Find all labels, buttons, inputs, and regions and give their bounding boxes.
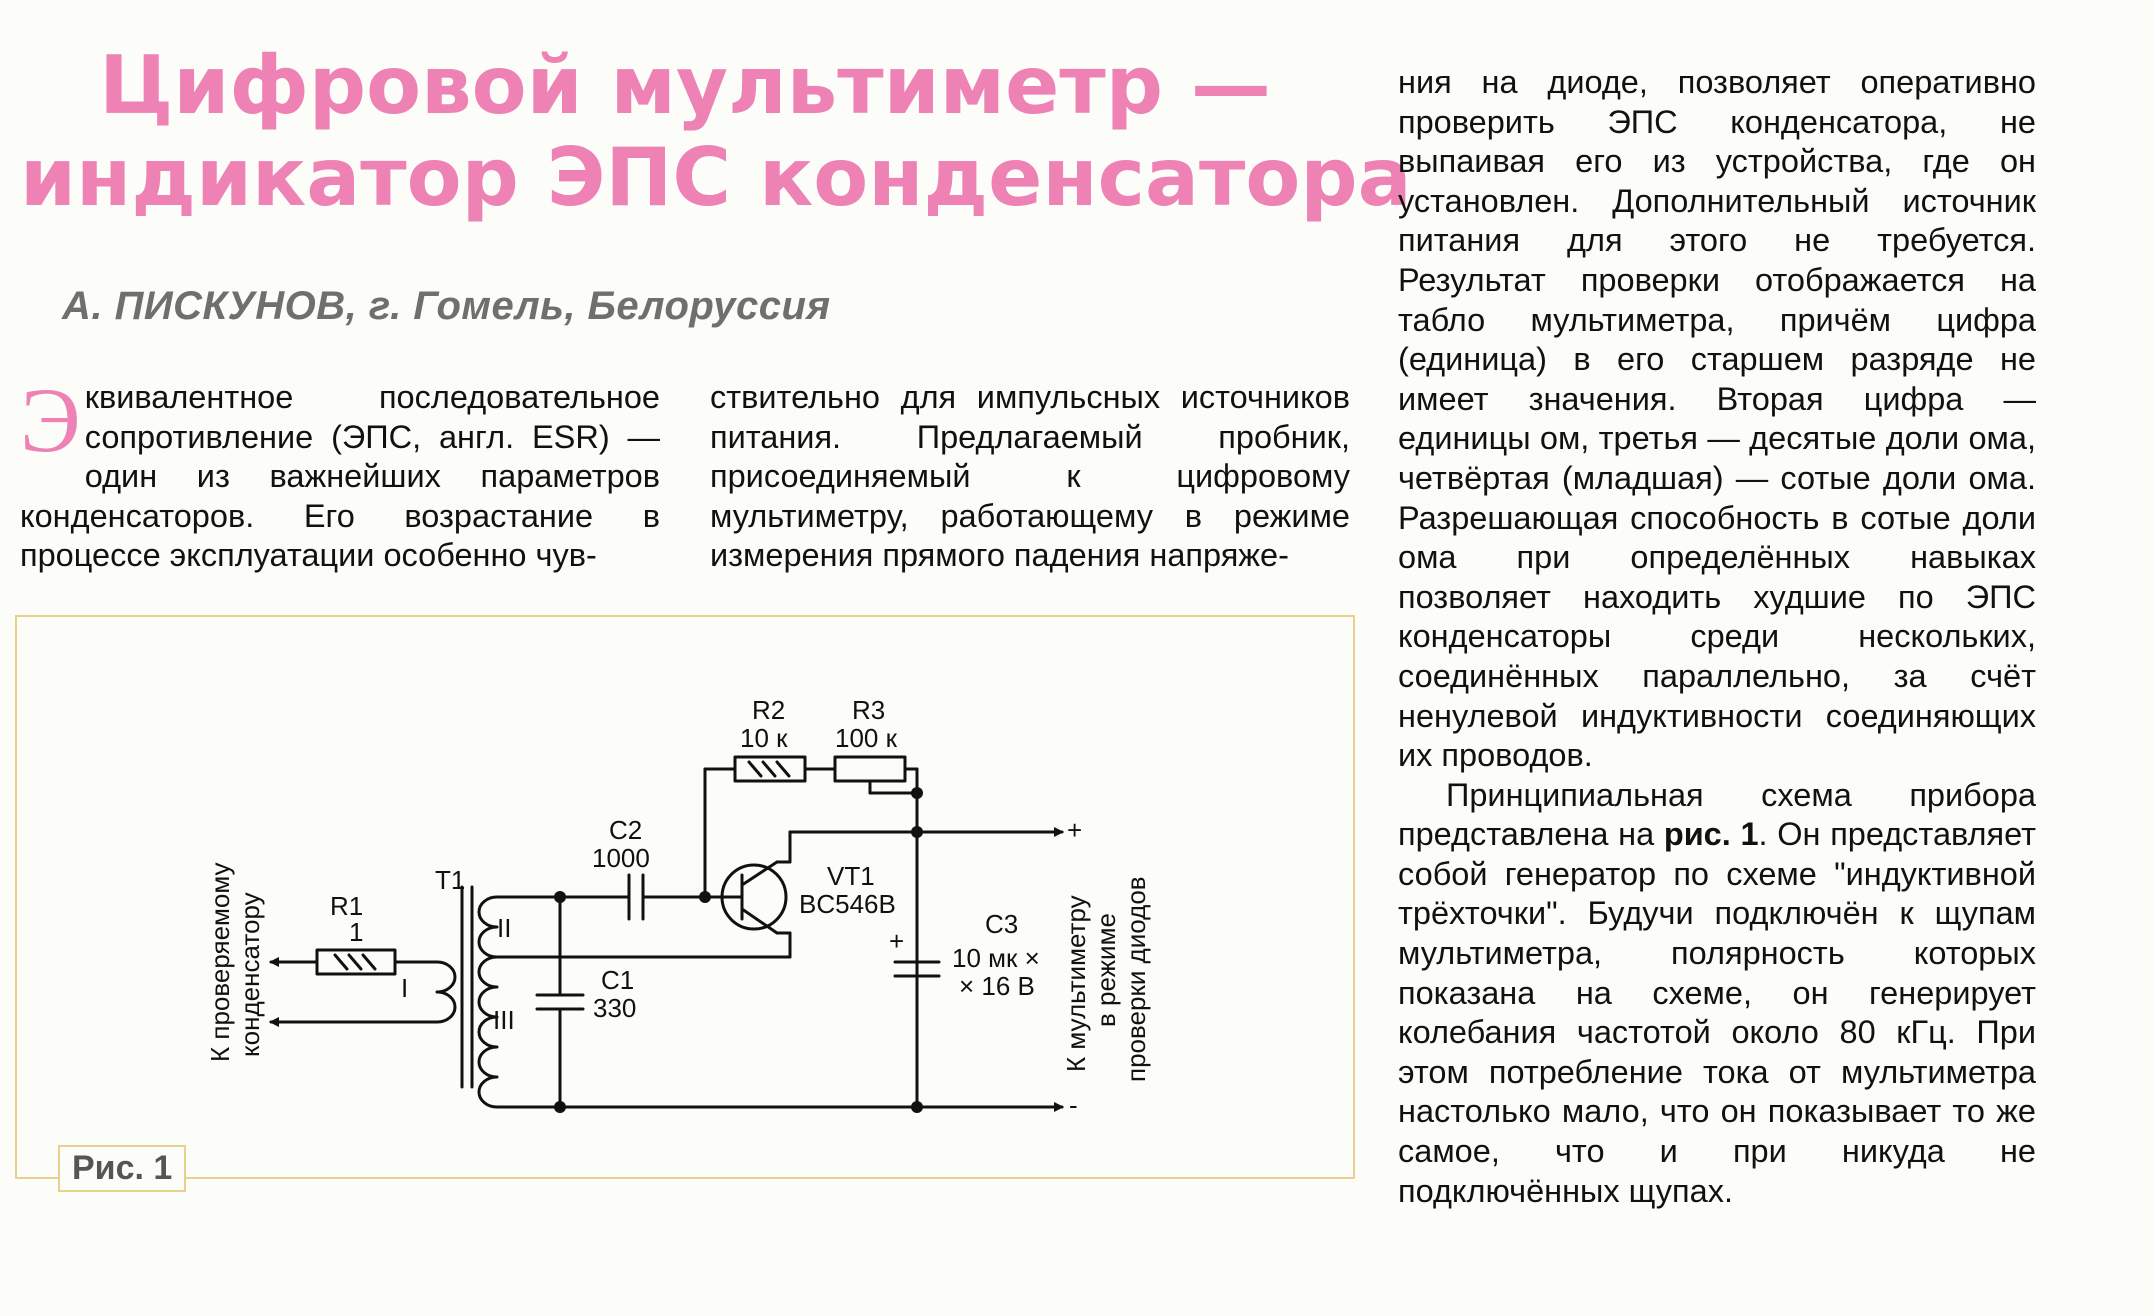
title-line-2: индикатор ЭПС конденсатора: [20, 131, 1412, 224]
winding-2-label: II: [497, 913, 512, 943]
c1-value-label: 330: [593, 993, 637, 1023]
vt1-type-label: BC546B: [799, 889, 896, 919]
r3-name-label: R3: [852, 695, 886, 725]
column-2-text: ствительно для импульсных источников питания. Предлагаемый пробник, присоединяемый к цифровому мультиметру, работающему в режиме измерения прямого падения напряже-: [710, 379, 1350, 574]
r2-name-label: R2: [752, 695, 786, 725]
t1-name-label: T1: [435, 865, 466, 895]
text-column-2: [710, 378, 1350, 576]
r3-value-label: 100 к: [835, 723, 897, 753]
winding-3-label: III: [493, 1005, 515, 1035]
c3-plus-label: +: [889, 926, 905, 956]
figure-caption: Рис. 1: [58, 1145, 186, 1192]
p2-text-before: Принципиальная схема прибора представлена на: [1398, 776, 2036, 853]
r1-value-label: 1: [349, 917, 364, 947]
text-column-3: [1398, 63, 2036, 1211]
c3-value-2-label: × 16 В: [959, 971, 1035, 1001]
column-1-text: квивалентное последовательное сопротивление (ЭПС, англ. ESR) — один из важнейших параметров конденсаторов. Его возрастание в процессе эксплуатации особенно чув-: [20, 379, 660, 574]
c2-name-label: C2: [609, 815, 643, 845]
left-label-line-2: конденсатору: [235, 892, 265, 1057]
r1-name-label: R1: [330, 891, 364, 921]
r2-value-label: 10 к: [740, 723, 788, 753]
left-label-line-1: К проверяемому: [205, 862, 235, 1062]
winding-2: [479, 897, 497, 957]
text-column-1: [20, 369, 660, 576]
c1-name-label: C1: [601, 965, 635, 995]
right-label-line-1: К мультиметру: [1061, 895, 1091, 1072]
minus-terminal-label: -: [1069, 1090, 1078, 1120]
c3-name-label: C3: [985, 909, 1019, 939]
figure-reference: рис. 1: [1663, 816, 1759, 853]
winding-1-label: I: [401, 973, 409, 1003]
drop-cap: Э: [20, 369, 81, 471]
title-line-1: Цифровой мультиметр —: [99, 39, 1271, 132]
circuit-schematic: [17, 617, 1353, 1177]
vt1-name-label: VT1: [827, 861, 875, 891]
p2-text-after: . Он представляет собой генератор по схеме "индуктивной трёхточки". Будучи подключён к щупам мультиметра, полярность которых показана на схеме, он генерирует колебания частотой около 80 кГц. При этом потребление тока от мультиметра настолько мало, что он показывает то же самое, что и при никуда не подключённых щупах.: [1398, 816, 2036, 1209]
author-line: А. ПИСКУНОВ, г. Гомель, Белоруссия: [62, 284, 831, 328]
c2-value-label: 1000: [592, 843, 650, 873]
circuit-figure: [15, 615, 1355, 1179]
right-label-line-2: в режиме: [1091, 913, 1121, 1027]
plus-terminal-label: +: [1067, 815, 1083, 845]
column-3-paragraph-1: ния на диоде, позволяет оперативно проверить ЭПС конденсатора, не выпаивая его из устройства, где он установлен. Дополнительный источник питания для этого не требуется. Результат проверки отображается на табло мультиметра, причём цифра (единица) в его старшем разряде не имеет значения. Вторая цифра — единицы ом, третья — десятые доли ома, четвёртая (младшая) — сотые доли ома. Разрешающая способность в сотые доли ома при определённых навыках позволяет находить худшие по ЭПС конденсаторы среди нескольких, соединённых параллельно, за счёт ненулевой индуктивности соединяющих их проводов.: [1398, 64, 2036, 774]
r3-resistor: [835, 757, 905, 781]
winding-1: [437, 962, 455, 1022]
c3-value-1-label: 10 мк ×: [952, 943, 1040, 973]
right-label-line-3: проверки диодов: [1121, 876, 1151, 1082]
column-3-paragraph-2: [1398, 776, 2036, 1212]
